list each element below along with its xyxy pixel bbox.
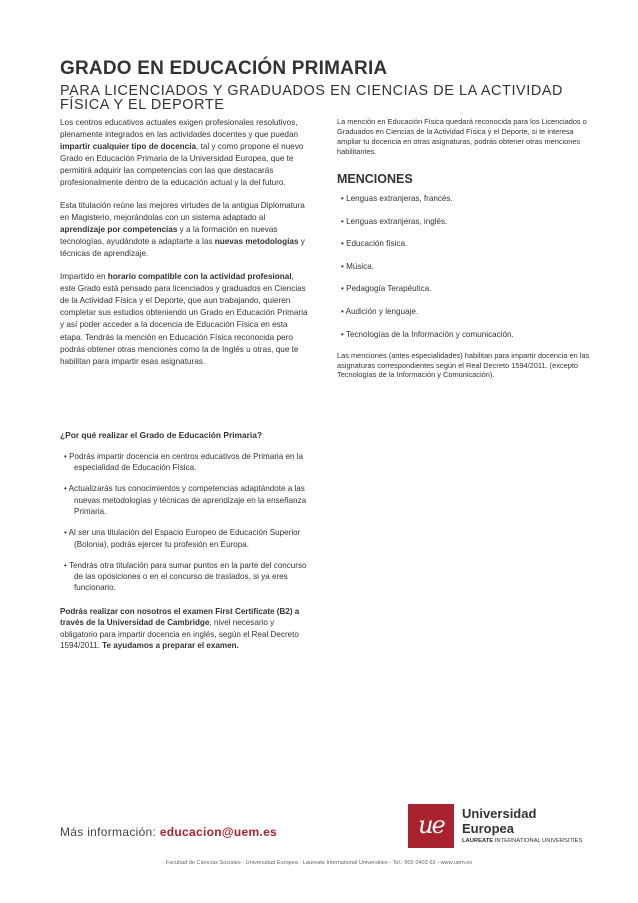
highlight-text: aprendizaje por competencias (60, 225, 178, 235)
horario-paragraph (60, 271, 310, 368)
email-link[interactable]: educacion@uem.es (159, 825, 278, 839)
highlight-text: nuevas metodologías (214, 237, 299, 247)
list-item: • Tecnologías de la Información y comunicación. (341, 330, 514, 353)
page-title: GRADO EN EDUCACIÓN PRIMARIA (60, 58, 388, 79)
ue-logo-icon: ue (408, 804, 454, 848)
why-heading: ¿Por qué realizar el Grado de Educación Primaria? (60, 430, 262, 440)
highlight-text: Te ayudamos a preparar el examen. (102, 641, 239, 651)
logo-tagline (462, 838, 582, 844)
text-span: Esta titulación reúne las mejores virtudes de la antigua Diplomatura en Magisterio, mejorándolas con un sistema adaptado al (60, 201, 305, 223)
highlight-text: horario compatible con la actividad profesional (107, 272, 292, 282)
cambridge-paragraph (60, 606, 300, 652)
titulacion-paragraph (60, 200, 310, 260)
footer-text: Facultad de Ciencias Sociales - Universidad Europea - Laureate International Universities - Tel.: 902 0403 63 - www.uem.es (165, 860, 473, 866)
left-column (60, 117, 310, 378)
list-item: • Actualizarás tus conocimientos y competencias adaptándote a las nuevas metodologías y técnicas de aprendizaje en la enseñanza Primaria. (64, 483, 314, 517)
intro-paragraph (60, 117, 310, 190)
list-item: • Música. (341, 262, 514, 285)
highlight-text: Podrás realizar con nosotros el examen First Certificate (B2) a través de la Universidad de Cambridge (60, 607, 300, 628)
list-item: • Podrás impartir docencia en centros educativos de Primaria en la especialidad de Educación Física. (64, 451, 314, 474)
text-span: y a la formación en nuevas tecnologías, ayudándote a adaptarte a las (60, 225, 278, 247)
mencion-intro: La mención en Educación Física quedará reconocida para los Licenciados o Graduados en Ciencias de la Actividad Física y el Deporte, si te interesa ampliar tu docencia en otras asignaturas, podrás obtener otras menciones habilitantes. (337, 117, 587, 156)
list-item: • Tendrás otra titulación para sumar puntos en la parte del concurso de las oposiciones o en el concurso de traslados, si ya eres funcionario. (64, 560, 314, 594)
why-list (64, 451, 314, 603)
list-item: • Pedagogía Terapéutica. (341, 284, 514, 307)
menciones-heading: MENCIONES (337, 172, 413, 186)
text-span: , nivel necesario y obligatorio para impartir docencia en inglés, según el Real Decreto 1594/2011. (60, 618, 299, 651)
text-span: Los centros educativos actuales exigen profesionales resolutivos, plenamente integrados en las actividades docentes y que puedan (60, 118, 299, 140)
highlight-text: impartir cualquier tipo de docencia (60, 142, 197, 152)
list-item: • Lenguas extranjeras, inglés. (341, 217, 514, 240)
page-subtitle: PARA LICENCIADOS Y GRADUADOS EN CIENCIAS DE LA ACTIVIDAD FÍSICA Y EL DEPORTE (60, 83, 564, 113)
menciones-list (341, 194, 514, 352)
text-span: Impartido en (60, 272, 108, 282)
logo-text-line1: Universidad (462, 806, 537, 821)
logo-text-line2: Europea (462, 821, 515, 836)
menciones-note: Las menciones (antes especialidades) habilitan para impartir docencia en las asignaturas correspondientes según el Real Decreto 1594/2011. (excepto Tecnologías de la Información y Comunicación). (337, 351, 590, 379)
text-span: , tal y como propone el nuevo Grado en Educación Primaria de la Universidad Europea, que te permitirá adquirir las competencias con las que destacarás profesionalmente dentro de la educación actual y la del futuro. (60, 142, 304, 188)
text-span: , este Grado está pensado para licenciados y graduados en Ciencias de la Actividad Física y el Deporte, que aun trabajando, quieren completar sus estudios obteniendo un Grado en Educación Primaria y así poder acceder a la docencia de Educación Física en esta etapa. Tendrás la mención en Educación Física reconocida pero podrás obtener otras menciones como la de Inglés u otras, que te habilitan para impartir esas asignaturas. (60, 272, 308, 366)
list-item: • Educación física. (341, 239, 514, 262)
tagline-rest: INTERNATIONAL UNIVERSITIES (493, 838, 583, 844)
right-column-intro (337, 117, 587, 157)
tagline-bold: LAUREATE (462, 838, 494, 844)
list-item: • Lenguas extranjeras, francés. (341, 194, 514, 217)
list-item: • Audición y lenguaje. (341, 307, 514, 330)
contact-line (60, 825, 277, 839)
text-span: y técnicas de aprendizaje. (60, 237, 305, 259)
list-item: • Al ser una titulación del Espacio Europeo de Educación Superior (Bolonia), podrás ejercer tu profesión en Europa. (64, 527, 314, 550)
university-logo (408, 804, 583, 848)
contact-label: Más información: (60, 825, 160, 839)
